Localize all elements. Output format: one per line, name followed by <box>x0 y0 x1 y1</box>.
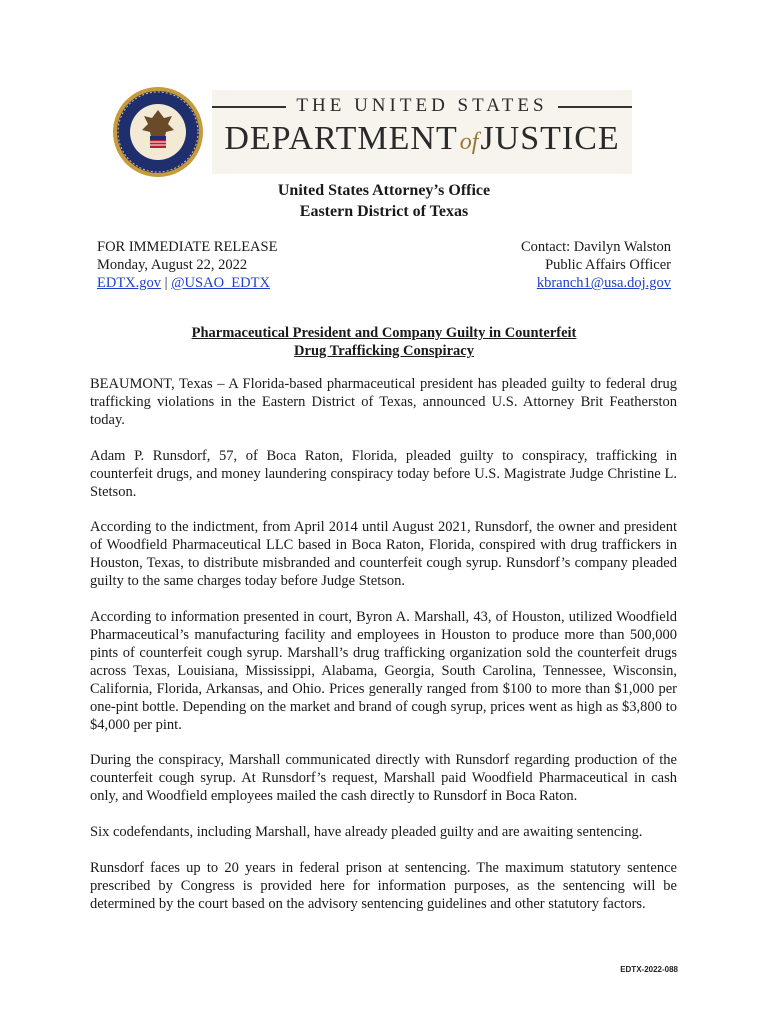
body-paragraph: According to information presented in court, Byron A. Marshall, 43, of Houston, utilized Woodfield Pharmaceutical’s manufacturing facility and employees in Houston to produce more than 500,000 pints of counterfeit cough syrup. Marshall’s drug trafficking organization sold the counterfeit drugs across Texas, Louisiana, Mississippi, Alabama, Georgia, South Carolina, Tennessee, Wisconsin, California, Florida, Arkansas, and Ohio. Prices generally ranged from $100 to more than $1,000 per one-pint bottle. Depending on the market and brand of cough syrup, prices went as high as $3,800 to $4,000 per pint. <box>90 609 677 733</box>
wordmark-justice: JUSTICE <box>480 120 620 157</box>
wordmark-department: DEPARTMENT <box>224 120 458 157</box>
link-separator: | <box>164 275 168 291</box>
press-headline <box>0 324 768 360</box>
body-paragraph: Six codefendants, including Marshall, have already pleaded guilty and are awaiting sentencing. <box>90 824 643 841</box>
press-body <box>90 376 677 932</box>
release-date: Monday, August 22, 2022 <box>97 257 248 273</box>
release-status: FOR IMMEDIATE RELEASE <box>97 239 278 255</box>
contact-email-link[interactable]: kbranch1@usa.doj.gov <box>536 275 671 291</box>
contact-info <box>521 238 671 292</box>
body-paragraph: Runsdorf faces up to 20 years in federal prison at sentencing. The maximum statutory sentence prescribed by Congress is provided here for information purposes, as the sentencing will be determined by the court based on the advisory sentencing guidelines and other statutory factors. <box>90 860 677 912</box>
office-name: United States Attorney’s Office <box>277 182 491 199</box>
wordmark-top-text: THE UNITED STATES <box>296 95 548 116</box>
wordmark-of: of <box>459 129 479 155</box>
contact-name: Contact: Davilyn Walston <box>521 239 671 255</box>
body-paragraph: According to the indictment, from April 2014 until August 2021, Runsdorf, the owner and president of Woodfield Pharmaceutical LLC based in Boca Raton, Florida, conspired with drug traffickers in Houston, Texas, to distribute misbranded and counterfeit cough syrup. Runsdorf’s company pleaded guilty to the same charges today before Judge Stetson. <box>90 519 677 590</box>
release-links <box>97 274 277 292</box>
doj-seal-icon <box>112 86 204 178</box>
document-id: EDTX-2022-088 <box>620 965 678 974</box>
doj-header <box>112 86 632 178</box>
office-heading <box>0 180 768 222</box>
body-paragraph: BEAUMONT, Texas – A Florida-based pharmaceutical president has pleaded guilty to federal drug trafficking violations in the Eastern District of Texas, announced U.S. Attorney Brit Featherston today. <box>90 376 677 428</box>
doj-wordmark <box>212 90 632 174</box>
contact-title: Public Affairs Officer <box>545 257 671 273</box>
headline-line-1: Pharmaceutical President and Company Guilty in Counterfeit <box>191 325 577 341</box>
body-paragraph: Adam P. Runsdorf, 57, of Boca Raton, Florida, pleaded guilty to conspiracy, trafficking in counterfeit drugs, and money laundering conspiracy today before U.S. Magistrate Judge Christine L. Stetson. <box>90 447 677 500</box>
release-info <box>97 238 277 292</box>
headline-line-2: Drug Trafficking Conspiracy <box>294 343 474 359</box>
social-link[interactable]: @USAO_EDTX <box>171 275 270 291</box>
wordmark-rule-left <box>212 106 286 108</box>
office-district: Eastern District of Texas <box>299 203 469 220</box>
site-link[interactable]: EDTX.gov <box>97 275 162 291</box>
wordmark-rule-right <box>558 106 632 108</box>
body-paragraph: During the conspiracy, Marshall communicated directly with Runsdorf regarding production of the counterfeit cough syrup. At Runsdorf’s request, Marshall paid Woodfield Pharmaceutical in cash only, and Woodfield employees mailed the cash directly to Runsdorf in Boca Raton. <box>90 752 677 805</box>
